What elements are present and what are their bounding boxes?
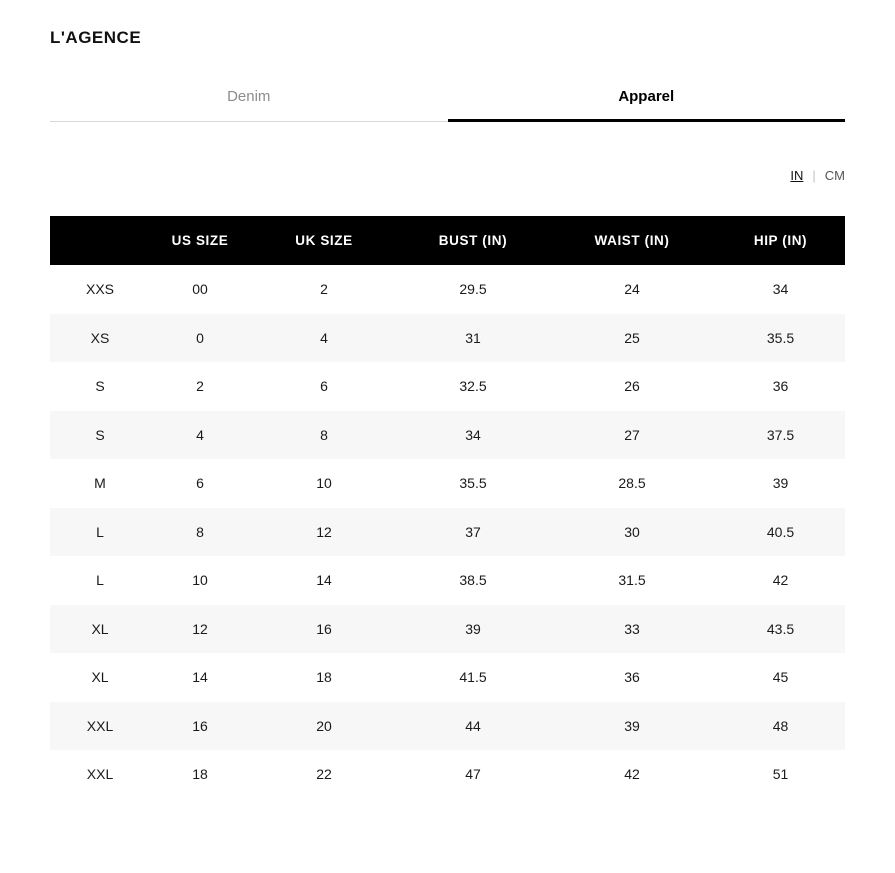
table-row [50,362,845,411]
unit-toggle [790,168,845,183]
table-header-row [50,216,845,265]
cell-waist: 33 [548,605,716,654]
cell-uk-size: 16 [250,605,398,654]
cell-us-size: 0 [150,314,250,363]
tab-apparel[interactable]: Apparel [448,88,846,122]
column-header-waist: WAIST (IN) [548,216,716,265]
cell-hip: 39 [716,459,845,508]
cell-waist: 39 [548,702,716,751]
cell-hip: 37.5 [716,411,845,460]
cell-hip: 43.5 [716,605,845,654]
unit-option-in[interactable]: IN [790,168,804,183]
cell-hip: 51 [716,750,845,799]
cell-size-label: XS [50,314,150,363]
cell-size-label: XXS [50,265,150,314]
cell-waist: 27 [548,411,716,460]
cell-uk-size: 4 [250,314,398,363]
cell-size-label: L [50,556,150,605]
cell-hip: 35.5 [716,314,845,363]
cell-bust: 44 [398,702,548,751]
cell-waist: 24 [548,265,716,314]
cell-hip: 40.5 [716,508,845,557]
cell-us-size: 6 [150,459,250,508]
table-row [50,653,845,702]
tab-denim[interactable]: Denim [50,88,448,122]
cell-bust: 38.5 [398,556,548,605]
cell-bust: 31 [398,314,548,363]
column-header-bust: BUST (IN) [398,216,548,265]
cell-waist: 36 [548,653,716,702]
cell-bust: 32.5 [398,362,548,411]
column-header-uk-size: UK SIZE [250,216,398,265]
table-header [50,216,845,265]
cell-hip: 34 [716,265,845,314]
cell-uk-size: 18 [250,653,398,702]
cell-bust: 41.5 [398,653,548,702]
table-row [50,265,845,314]
cell-hip: 42 [716,556,845,605]
cell-uk-size: 6 [250,362,398,411]
table-row [50,459,845,508]
cell-size-label: XXL [50,750,150,799]
category-tabs [50,88,845,122]
cell-bust: 34 [398,411,548,460]
size-chart-table [50,216,845,799]
cell-hip: 45 [716,653,845,702]
cell-uk-size: 8 [250,411,398,460]
cell-bust: 47 [398,750,548,799]
cell-size-label: M [50,459,150,508]
table-row [50,314,845,363]
unit-option-cm[interactable]: CM [824,168,845,183]
cell-size-label: S [50,362,150,411]
cell-us-size: 14 [150,653,250,702]
cell-size-label: XL [50,605,150,654]
cell-size-label: L [50,508,150,557]
table-row [50,605,845,654]
cell-us-size: 2 [150,362,250,411]
cell-waist: 42 [548,750,716,799]
cell-waist: 31.5 [548,556,716,605]
brand-title: L'AGENCE [50,28,142,47]
cell-us-size: 4 [150,411,250,460]
column-header-us-size: US SIZE [150,216,250,265]
cell-uk-size: 2 [250,265,398,314]
cell-uk-size: 22 [250,750,398,799]
table-body [50,265,845,799]
cell-waist: 25 [548,314,716,363]
cell-waist: 30 [548,508,716,557]
cell-us-size: 16 [150,702,250,751]
cell-bust: 37 [398,508,548,557]
column-header-hip: HIP (IN) [716,216,845,265]
cell-size-label: XXL [50,702,150,751]
cell-us-size: 00 [150,265,250,314]
column-header-blank [50,216,150,265]
cell-hip: 48 [716,702,845,751]
cell-us-size: 12 [150,605,250,654]
cell-us-size: 10 [150,556,250,605]
cell-us-size: 18 [150,750,250,799]
table-row [50,750,845,799]
cell-uk-size: 10 [250,459,398,508]
cell-size-label: XL [50,653,150,702]
cell-hip: 36 [716,362,845,411]
table-row [50,556,845,605]
cell-uk-size: 12 [250,508,398,557]
cell-waist: 28.5 [548,459,716,508]
cell-bust: 35.5 [398,459,548,508]
table-row [50,508,845,557]
cell-uk-size: 14 [250,556,398,605]
unit-separator: | [812,168,816,183]
cell-bust: 39 [398,605,548,654]
cell-size-label: S [50,411,150,460]
cell-waist: 26 [548,362,716,411]
table-row [50,411,845,460]
table-row [50,702,845,751]
cell-us-size: 8 [150,508,250,557]
cell-bust: 29.5 [398,265,548,314]
cell-uk-size: 20 [250,702,398,751]
